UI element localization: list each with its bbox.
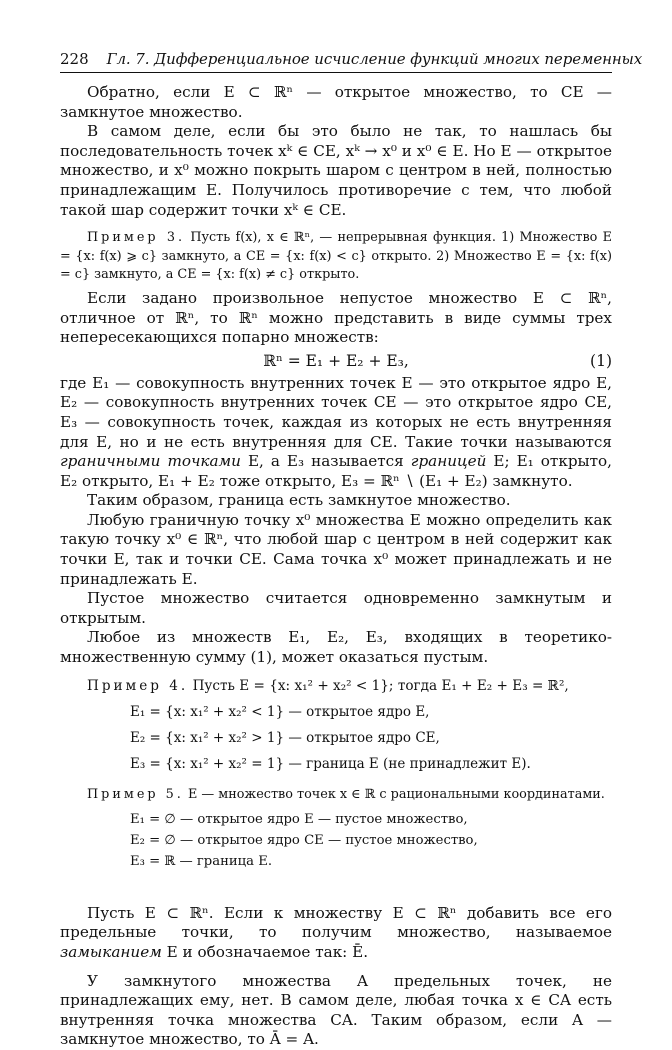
paragraph-8: Любое из множеств E₁, E₂, E₃, входящих в теоретико-множественную сумму (1), может оказаться пустым. (60, 628, 612, 667)
paragraph-7: Пустое множество считается одновременно замкнутым и открытым. (60, 589, 612, 627)
example-4-text: Пусть E = {x: x₁² + x₂² < 1}; тогда E₁ + E₂ + E₃ = ℝ², (192, 677, 569, 694)
book-page (60, 50, 643, 1050)
example-5-text: E — множество точек x ∈ ℝ с рациональными координатами. (187, 787, 605, 803)
example-4-label: Пример 4. (87, 677, 189, 694)
example-4-line-1: E₁ = {x: x₁² + x₂² < 1} — открытое ядро E, (130, 704, 430, 721)
example-3-label: Пример 3. (87, 230, 186, 246)
paragraph-2: В самом деле, если бы это было не так, то нашлась бы последовательность точек xᵏ ∈ CE, xᵏ → x⁰ и x⁰ ∈ E. Но E — открытое множество, и x⁰ можно покрыть шаром с центром в ней, полностью принадлежащим E. Получилось противоречие с тем, что любой такой шар содержит точки xᵏ ∈ CE. (60, 122, 612, 219)
paragraph-5: Таким образом, граница есть замкнутое множество. (87, 491, 511, 510)
example-5-line-3: E₃ = ℝ — граница E. (130, 853, 273, 869)
example-3-text: Пусть f(x), x ∈ ℝⁿ, — непрерывная функция. 1) Множество E = {x: f(x) ⩾ c} замкнуто, а CE = {x: f(x) < c} открыто. 2) Множество E = {x: f(x) = c} замкнуто, а CE = {x: f(x) ≠ c} открыто. (60, 230, 612, 283)
paragraph-4-part-b: E, а E₃ называется (240, 452, 411, 471)
example-4-line-2: E₂ = {x: x₁² + x₂² > 1} — открытое ядро CE, (130, 730, 440, 747)
paragraph-1: Обратно, если E ⊂ ℝⁿ — открытое множество, то CE — замкнутое множество. (60, 83, 612, 121)
paragraph-9-part-b: E и обозначаемое так: Ē. (161, 943, 369, 961)
example-5 (60, 786, 612, 805)
example-5-line-1: E₁ = ∅ — открытое ядро E — пустое множество, (130, 811, 468, 827)
term-boundary-points: граничными точками (60, 452, 241, 471)
running-header (60, 50, 643, 73)
paragraph-9-part-a: Пусть E ⊂ ℝⁿ. Если к множеству E ⊂ ℝⁿ добавить все его предельные точки, то получим множество, называемое (60, 903, 612, 942)
paragraph-4-part-a: где E₁ — совокупность внутренних точек E — это открытое ядро E, E₂ — совокупность внутренних точек CE — это открытое ядро CE, E₃ — совокупность точек, каждая из которых не есть внутренняя для E, но и не есть внутренняя для CE. Такие точки называются (60, 373, 612, 451)
example-3 (60, 229, 612, 285)
equation-1-number: (1) (590, 351, 612, 370)
paragraph-6: Любую граничную точку x⁰ множества E можно определить как такую точку x⁰ ∈ ℝⁿ, что любой шар с центром в ней содержит как точки E, так и точки CE. Сама точка x⁰ может принадлежать и не принадлежать E. (60, 510, 612, 588)
paragraph-4-part-c: E; E₁ открыто, E₂ открыто, E₁ + E₂ тоже открыто, E₃ = ℝⁿ ∖ (E₁ + E₂) замкнуто. (60, 452, 612, 490)
term-closure: замыканием (60, 943, 162, 961)
example-5-label: Пример 5. (87, 787, 184, 803)
paragraph-3: Если задано произвольное непустое множество E ⊂ ℝⁿ, отличное от ℝⁿ, то ℝⁿ можно представить в виде суммы трех непересекающихся попарно множеств: (60, 288, 612, 347)
paragraph-10: У замкнутого множества A предельных точек, не принадлежащих ему, нет. В самом деле, любая точка x ∈ CA есть внутренняя точка множества CA. Таким образом, если A — замкнутое множество, то Ā = A. (60, 971, 612, 1049)
equation-1-body: ℝⁿ = E₁ + E₂ + E₃, (263, 351, 409, 370)
page-number: 228 (60, 50, 89, 68)
paragraph-9 (60, 904, 612, 963)
example-5-line-2: E₂ = ∅ — открытое ядро CE — пустое множество, (130, 832, 478, 848)
example-4-line-3: E₃ = {x: x₁² + x₂² = 1} — граница E (не принадлежит E). (130, 756, 531, 773)
equation-1 (60, 350, 612, 372)
example-4 (60, 677, 612, 696)
paragraph-4 (60, 374, 612, 492)
running-title: Гл. 7. Дифференциальное исчисление функций многих переменных (106, 50, 643, 68)
term-boundary: границей (410, 452, 487, 471)
